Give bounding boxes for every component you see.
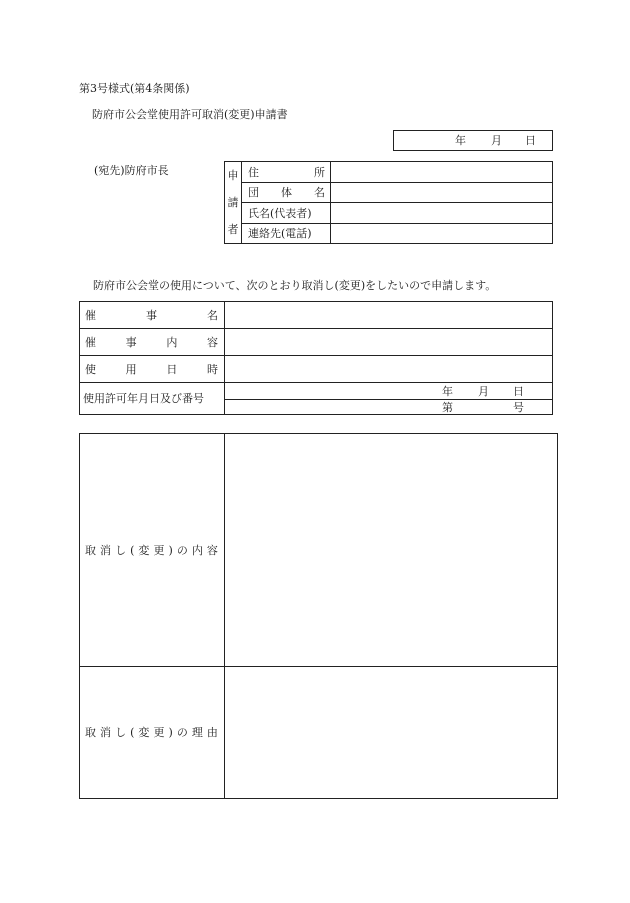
usage-datetime-label: 使 用 日 時 <box>85 362 218 376</box>
date-day-label: 日 <box>525 134 536 147</box>
event-name-field[interactable] <box>225 302 552 328</box>
cancellation-content-field[interactable] <box>225 434 557 666</box>
date-year-label: 年 <box>455 134 466 147</box>
permit-year-label: 年 <box>442 385 453 398</box>
event-content-label: 催 事 内 容 <box>85 335 218 349</box>
addressee: (宛先)防府市長 <box>94 164 169 177</box>
permit-day-label: 日 <box>513 385 524 398</box>
usage-datetime-field[interactable] <box>225 356 552 382</box>
date-month-label: 月 <box>491 134 502 147</box>
organization-field[interactable] <box>331 183 552 202</box>
contact-phone-field[interactable] <box>331 224 552 243</box>
address-label: 住 所 <box>248 165 325 179</box>
permit-month-label: 月 <box>478 385 489 398</box>
page-title: 防府市公会堂使用許可取消(変更)申請書 <box>92 108 288 121</box>
cancellation-reason-field[interactable] <box>225 667 557 798</box>
cancellation-content-label: 取 消 し ( 変 更 ) の 内 容 <box>85 543 218 557</box>
event-name-label: 催 事 名 <box>85 308 218 322</box>
representative-name-label: 氏名(代表者) <box>248 206 312 220</box>
permit-date-number-label: 使用許可年月日及び番号 <box>83 392 204 405</box>
form-number: 第3号様式(第4条関係) <box>79 82 190 95</box>
permit-date-field[interactable] <box>225 383 552 399</box>
application-statement: 防府市公会堂の使用について、次のとおり取消し(変更)をしたいので申請します。 <box>93 279 497 292</box>
applicant-label: 申 請 者 <box>227 169 239 236</box>
permit-number-prefix: 第 <box>442 401 453 414</box>
representative-name-field[interactable] <box>331 203 552 223</box>
cancellation-reason-label: 取 消 し ( 変 更 ) の 理 由 <box>85 726 218 739</box>
event-content-field[interactable] <box>225 329 552 355</box>
address-field[interactable] <box>331 162 552 182</box>
organization-label: 団 体 名 <box>248 186 325 199</box>
permit-number-field[interactable] <box>225 400 552 414</box>
contact-phone-label: 連絡先(電話) <box>248 227 312 240</box>
permit-number-suffix: 号 <box>513 401 524 414</box>
